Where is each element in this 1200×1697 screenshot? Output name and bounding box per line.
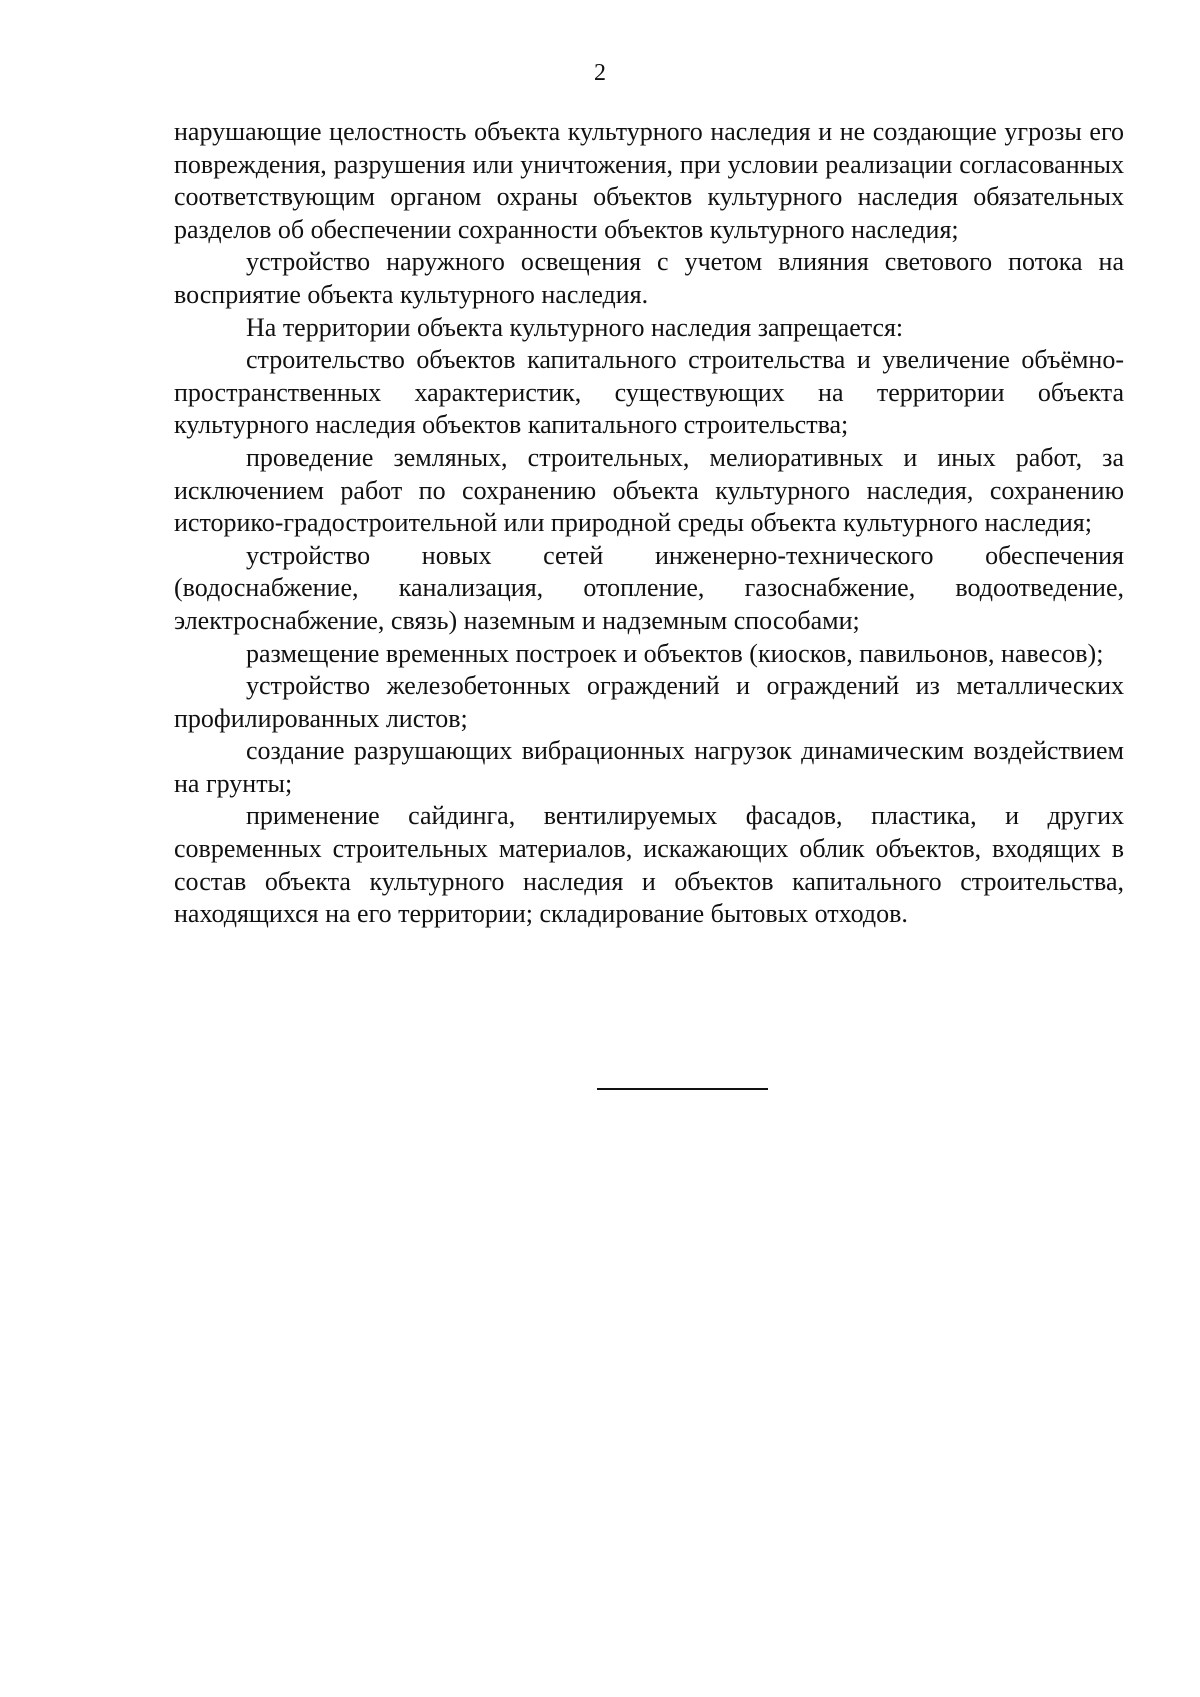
paragraph-modern-materials: применение сайдинга, вентилируемых фасадов, пластика, и других современных строительных материалов, искажающих облик объектов, входящих в состав объекта культурного наследия и объектов капитального строительства, находящихся на его территории; складирование бытовых отходов. (174, 801, 1124, 929)
paragraph-vibration-loads: создание разрушающих вибрационных нагрузок динамическим воздействием на грунты; (174, 736, 1124, 798)
paragraph-engineering-networks: устройство новых сетей инженерно-технического обеспечения (водоснабжение, канализация, отопление, газоснабжение, водоотведение, электроснабжение, связь) наземным и надземным способами; (174, 540, 1124, 635)
paragraph-continuation: нарушающие целостность объекта культурного наследия и не создающие угрозы его повреждения, разрушения или уничтожения, при условии реализации согласованных соответствующим органом охраны объектов культурного наследия обязательных разделов об обеспечении сохранности объектов культурного наследия; (174, 117, 1124, 244)
paragraph-outdoor-lighting: устройство наружного освещения с учетом влияния светового потока на восприятие объекта культурного наследия. (174, 247, 1124, 309)
paragraph-temporary-structures: размещение временных построек и объектов (киосков, павильонов, навесов); (246, 638, 1104, 668)
paragraph-earthworks: проведение земляных, строительных, мелиоративных и иных работ, за исключением работ по сохранению объекта культурного наследия, сохранению историко-градостроительной или природной среды объекта культурного наследия; (174, 442, 1124, 538)
paragraph-fences: устройство железобетонных ограждений и ограждений из металлических профилированных листов; (174, 671, 1124, 733)
document-body (174, 116, 1124, 931)
paragraph-capital-construction: строительство объектов капитального строительства и увеличение объёмно-пространственных характеристик, существующих на территории объекта культурного наследия объектов капитального строительства; (174, 345, 1124, 440)
end-of-text-rule (597, 1088, 768, 1090)
page-number: 2 (594, 60, 606, 86)
paragraph-prohibitions-intro: На территории объекта культурного наследия запрещается: (246, 312, 904, 342)
